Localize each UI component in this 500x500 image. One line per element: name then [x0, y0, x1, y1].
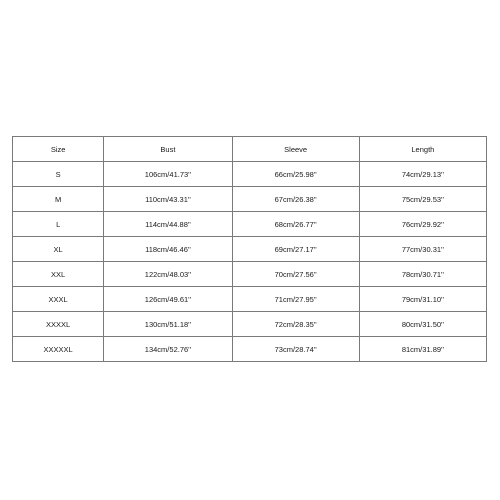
table-row — [13, 337, 487, 362]
cell-length: 79cm/31.10'' — [359, 287, 486, 312]
cell-size: XXL — [13, 262, 104, 287]
table-row — [13, 262, 487, 287]
cell-length: 77cm/30.31'' — [359, 237, 486, 262]
cell-bust: 126cm/49.61'' — [104, 287, 232, 312]
table-row — [13, 287, 487, 312]
table-row — [13, 212, 487, 237]
cell-size: XXXXL — [13, 312, 104, 337]
cell-length: 80cm/31.50'' — [359, 312, 486, 337]
cell-size: XXXXXL — [13, 337, 104, 362]
cell-length: 81cm/31.89'' — [359, 337, 486, 362]
cell-sleeve: 70cm/27.56'' — [232, 262, 359, 287]
cell-size: L — [13, 212, 104, 237]
cell-sleeve: 68cm/26.77'' — [232, 212, 359, 237]
cell-length: 78cm/30.71'' — [359, 262, 486, 287]
cell-bust: 110cm/43.31'' — [104, 187, 232, 212]
cell-size: S — [13, 162, 104, 187]
cell-length: 74cm/29.13'' — [359, 162, 486, 187]
cell-length: 75cm/29.53'' — [359, 187, 486, 212]
size-chart-table — [12, 136, 487, 362]
cell-size: XXXL — [13, 287, 104, 312]
cell-sleeve: 67cm/26.38'' — [232, 187, 359, 212]
cell-size: XL — [13, 237, 104, 262]
header-sleeve: Sleeve — [232, 137, 359, 162]
cell-size: M — [13, 187, 104, 212]
cell-sleeve: 71cm/27.95'' — [232, 287, 359, 312]
header-size: Size — [13, 137, 104, 162]
cell-bust: 114cm/44.88'' — [104, 212, 232, 237]
cell-sleeve: 73cm/28.74'' — [232, 337, 359, 362]
table-row — [13, 237, 487, 262]
cell-bust: 118cm/46.46'' — [104, 237, 232, 262]
cell-sleeve: 66cm/25.98'' — [232, 162, 359, 187]
table-row — [13, 162, 487, 187]
cell-bust: 130cm/51.18'' — [104, 312, 232, 337]
cell-sleeve: 72cm/28.35'' — [232, 312, 359, 337]
cell-length: 76cm/29.92'' — [359, 212, 486, 237]
cell-bust: 134cm/52.76'' — [104, 337, 232, 362]
header-length: Length — [359, 137, 486, 162]
cell-sleeve: 69cm/27.17'' — [232, 237, 359, 262]
header-bust: Bust — [104, 137, 232, 162]
table-row — [13, 187, 487, 212]
table-header-row — [13, 137, 487, 162]
cell-bust: 106cm/41.73'' — [104, 162, 232, 187]
table-row — [13, 312, 487, 337]
cell-bust: 122cm/48.03'' — [104, 262, 232, 287]
